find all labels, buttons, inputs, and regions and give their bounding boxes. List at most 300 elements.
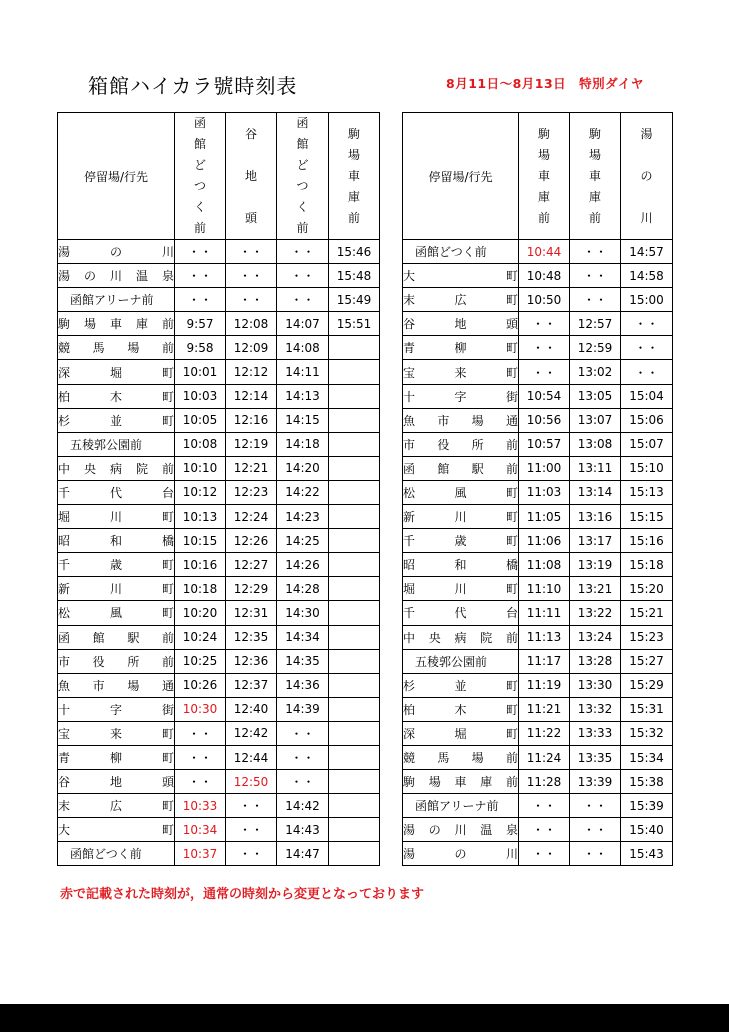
time-cell: ・・ bbox=[519, 842, 570, 866]
time-cell: 11:00 bbox=[519, 456, 570, 480]
table-row bbox=[58, 384, 380, 408]
table-row bbox=[58, 721, 380, 745]
time-cell: 15:32 bbox=[621, 721, 673, 745]
empty-cell bbox=[329, 336, 380, 360]
table-row bbox=[403, 577, 673, 601]
empty-cell bbox=[329, 577, 380, 601]
time-cell: ・・ bbox=[519, 336, 570, 360]
stop-name: 駒場車庫前 bbox=[403, 770, 519, 794]
destination-label: 駒場車庫前 bbox=[589, 126, 602, 225]
empty-cell bbox=[329, 673, 380, 697]
time-cell: 10:26 bbox=[175, 673, 226, 697]
time-cell: ・・ bbox=[175, 288, 226, 312]
destination-header bbox=[519, 113, 570, 240]
destination-header bbox=[175, 113, 226, 240]
stop-name: 大町 bbox=[58, 818, 175, 842]
changed-time-cell: 12:50 bbox=[226, 770, 277, 794]
timetable-right bbox=[402, 112, 673, 866]
stop-name: 深堀町 bbox=[58, 360, 175, 384]
time-cell: 15:43 bbox=[621, 842, 673, 866]
time-cell: 12:14 bbox=[226, 384, 277, 408]
table-row bbox=[58, 360, 380, 384]
time-cell: 13:02 bbox=[570, 360, 621, 384]
time-cell: 11:19 bbox=[519, 673, 570, 697]
destination-header bbox=[621, 113, 673, 240]
time-cell: 10:16 bbox=[175, 553, 226, 577]
time-cell: 12:35 bbox=[226, 625, 277, 649]
empty-cell bbox=[329, 360, 380, 384]
table-row bbox=[58, 529, 380, 553]
stop-name: 競馬場前 bbox=[403, 745, 519, 769]
stop-name: 函館駅前 bbox=[58, 625, 175, 649]
time-cell: 10:48 bbox=[519, 264, 570, 288]
stop-name: 市役所前 bbox=[403, 432, 519, 456]
header-row bbox=[58, 113, 380, 240]
empty-cell bbox=[329, 408, 380, 432]
empty-cell bbox=[329, 480, 380, 504]
time-cell: 13:39 bbox=[570, 770, 621, 794]
time-cell: 15:38 bbox=[621, 770, 673, 794]
time-cell: 14:35 bbox=[277, 649, 329, 673]
destination-header bbox=[277, 113, 329, 240]
time-cell: ・・ bbox=[277, 288, 329, 312]
table-row bbox=[58, 505, 380, 529]
time-cell: 13:14 bbox=[570, 480, 621, 504]
time-cell: ・・ bbox=[519, 312, 570, 336]
empty-cell bbox=[329, 625, 380, 649]
stop-name: 末広町 bbox=[403, 288, 519, 312]
time-cell: 10:57 bbox=[519, 432, 570, 456]
time-cell: ・・ bbox=[277, 770, 329, 794]
time-cell: 15:51 bbox=[329, 312, 380, 336]
time-cell: 10:24 bbox=[175, 625, 226, 649]
time-cell: 10:25 bbox=[175, 649, 226, 673]
time-cell: ・・ bbox=[226, 288, 277, 312]
change-notice: 赤で記載された時刻が，通常の時刻から変更となっております bbox=[60, 887, 425, 902]
time-cell: 12:29 bbox=[226, 577, 277, 601]
table-row bbox=[403, 601, 673, 625]
time-cell: 11:11 bbox=[519, 601, 570, 625]
stop-name: 千代台 bbox=[58, 480, 175, 504]
stop-name: 昭和橋 bbox=[58, 529, 175, 553]
stop-name: 十字街 bbox=[403, 384, 519, 408]
station-header: 停留場/行先 bbox=[58, 113, 175, 240]
table-row bbox=[58, 842, 380, 866]
table-row bbox=[403, 264, 673, 288]
stop-name: 千歳町 bbox=[58, 553, 175, 577]
time-cell: 12:42 bbox=[226, 721, 277, 745]
time-cell: 13:07 bbox=[570, 408, 621, 432]
stop-name: 駒場車庫前 bbox=[58, 312, 175, 336]
empty-cell bbox=[329, 649, 380, 673]
time-cell: 14:42 bbox=[277, 794, 329, 818]
time-cell: 14:25 bbox=[277, 529, 329, 553]
header-row bbox=[403, 113, 673, 240]
time-cell: 10:03 bbox=[175, 384, 226, 408]
time-cell: 13:30 bbox=[570, 673, 621, 697]
stop-name: 柏木町 bbox=[58, 384, 175, 408]
time-cell: 12:37 bbox=[226, 673, 277, 697]
time-cell: 15:31 bbox=[621, 697, 673, 721]
time-cell: 13:35 bbox=[570, 745, 621, 769]
changed-time-cell: 10:34 bbox=[175, 818, 226, 842]
time-cell: 13:19 bbox=[570, 553, 621, 577]
time-cell: 10:12 bbox=[175, 480, 226, 504]
time-cell: 14:18 bbox=[277, 432, 329, 456]
time-cell: 15:07 bbox=[621, 432, 673, 456]
stop-name: 松風町 bbox=[403, 480, 519, 504]
time-cell: 14:15 bbox=[277, 408, 329, 432]
empty-cell bbox=[329, 794, 380, 818]
stop-name: 青柳町 bbox=[403, 336, 519, 360]
table-row bbox=[403, 745, 673, 769]
changed-time-cell: 10:30 bbox=[175, 697, 226, 721]
time-cell: 15:21 bbox=[621, 601, 673, 625]
time-cell: 14:58 bbox=[621, 264, 673, 288]
empty-cell bbox=[329, 721, 380, 745]
special-schedule-label: 8月11日～8月13日 特別ダイヤ bbox=[446, 76, 644, 91]
table-row bbox=[58, 601, 380, 625]
time-cell: 10:20 bbox=[175, 601, 226, 625]
destination-header bbox=[329, 113, 380, 240]
page-title: 箱館ハイカラ號時刻表 bbox=[88, 74, 298, 98]
time-cell: ・・ bbox=[175, 721, 226, 745]
time-cell: 14:13 bbox=[277, 384, 329, 408]
table-row bbox=[58, 240, 380, 264]
stop-name: 湯の川温泉 bbox=[403, 818, 519, 842]
changed-time-cell: 10:44 bbox=[519, 240, 570, 264]
destination-header bbox=[226, 113, 277, 240]
stop-name: 柏木町 bbox=[403, 697, 519, 721]
time-cell: ・・ bbox=[175, 770, 226, 794]
time-cell: 15:10 bbox=[621, 456, 673, 480]
time-cell: ・・ bbox=[570, 288, 621, 312]
table-row bbox=[403, 408, 673, 432]
stop-name: 湯の川 bbox=[403, 842, 519, 866]
time-cell: 13:22 bbox=[570, 601, 621, 625]
time-cell: 12:21 bbox=[226, 456, 277, 480]
time-cell: 14:28 bbox=[277, 577, 329, 601]
table-row bbox=[403, 770, 673, 794]
time-cell: 15:18 bbox=[621, 553, 673, 577]
time-cell: ・・ bbox=[621, 336, 673, 360]
time-cell: 15:34 bbox=[621, 745, 673, 769]
destination-label: 駒場車庫前 bbox=[348, 126, 361, 225]
stop-name: 青柳町 bbox=[58, 745, 175, 769]
empty-cell bbox=[329, 432, 380, 456]
table-row bbox=[58, 577, 380, 601]
time-cell: 14:34 bbox=[277, 625, 329, 649]
stop-name: 五稜郭公園前 bbox=[58, 432, 175, 456]
stop-name: 函館駅前 bbox=[403, 456, 519, 480]
time-cell: 12:36 bbox=[226, 649, 277, 673]
table-row bbox=[403, 384, 673, 408]
footer-bar bbox=[0, 1004, 729, 1032]
destination-label: 函館どつく前 bbox=[296, 116, 309, 235]
time-cell: 15:48 bbox=[329, 264, 380, 288]
time-cell: ・・ bbox=[519, 818, 570, 842]
time-cell: ・・ bbox=[570, 794, 621, 818]
time-cell: 11:03 bbox=[519, 480, 570, 504]
stop-name: 中央病院前 bbox=[403, 625, 519, 649]
time-cell: 15:23 bbox=[621, 625, 673, 649]
time-cell: 11:06 bbox=[519, 529, 570, 553]
stop-name: 競馬場前 bbox=[58, 336, 175, 360]
time-cell: 12:12 bbox=[226, 360, 277, 384]
stop-name: 函館どつく前 bbox=[403, 240, 519, 264]
time-cell: 15:04 bbox=[621, 384, 673, 408]
time-cell: 14:08 bbox=[277, 336, 329, 360]
time-cell: 13:21 bbox=[570, 577, 621, 601]
time-cell: ・・ bbox=[621, 360, 673, 384]
time-cell: ・・ bbox=[570, 842, 621, 866]
time-cell: 11:22 bbox=[519, 721, 570, 745]
time-cell: ・・ bbox=[226, 240, 277, 264]
table-row bbox=[58, 264, 380, 288]
time-cell: 14:57 bbox=[621, 240, 673, 264]
time-cell: 12:26 bbox=[226, 529, 277, 553]
changed-time-cell: 10:37 bbox=[175, 842, 226, 866]
table-row bbox=[58, 456, 380, 480]
time-cell: 15:40 bbox=[621, 818, 673, 842]
stop-name: 魚市場通 bbox=[403, 408, 519, 432]
time-cell: 11:24 bbox=[519, 745, 570, 769]
empty-cell bbox=[329, 842, 380, 866]
time-cell: 14:30 bbox=[277, 601, 329, 625]
stop-name: 新川町 bbox=[58, 577, 175, 601]
table-row bbox=[403, 794, 673, 818]
time-cell: ・・ bbox=[226, 818, 277, 842]
time-cell: 10:01 bbox=[175, 360, 226, 384]
time-cell: 12:27 bbox=[226, 553, 277, 577]
time-cell: 11:21 bbox=[519, 697, 570, 721]
empty-cell bbox=[329, 770, 380, 794]
time-cell: 14:36 bbox=[277, 673, 329, 697]
time-cell: 12:57 bbox=[570, 312, 621, 336]
time-cell: 14:11 bbox=[277, 360, 329, 384]
time-cell: 13:17 bbox=[570, 529, 621, 553]
stop-name: 湯の川温泉 bbox=[58, 264, 175, 288]
time-cell: 10:54 bbox=[519, 384, 570, 408]
time-cell: ・・ bbox=[570, 264, 621, 288]
time-cell: 13:16 bbox=[570, 505, 621, 529]
table-row bbox=[58, 553, 380, 577]
time-cell: ・・ bbox=[175, 240, 226, 264]
table-row bbox=[58, 818, 380, 842]
stop-name: 千代台 bbox=[403, 601, 519, 625]
table-row bbox=[58, 288, 380, 312]
empty-cell bbox=[329, 505, 380, 529]
table-row bbox=[403, 312, 673, 336]
table-row bbox=[58, 770, 380, 794]
time-cell: 11:28 bbox=[519, 770, 570, 794]
time-cell: 14:07 bbox=[277, 312, 329, 336]
time-cell: 15:46 bbox=[329, 240, 380, 264]
stop-name: 宝来町 bbox=[58, 721, 175, 745]
time-cell: ・・ bbox=[175, 264, 226, 288]
time-cell: 9:57 bbox=[175, 312, 226, 336]
time-cell: 12:23 bbox=[226, 480, 277, 504]
table-row bbox=[403, 336, 673, 360]
time-cell: ・・ bbox=[226, 264, 277, 288]
time-cell: 13:33 bbox=[570, 721, 621, 745]
empty-cell bbox=[329, 818, 380, 842]
stop-name: 宝来町 bbox=[403, 360, 519, 384]
table-row bbox=[58, 432, 380, 456]
table-row bbox=[403, 288, 673, 312]
table-row bbox=[58, 673, 380, 697]
time-cell: 10:05 bbox=[175, 408, 226, 432]
stop-name: 十字街 bbox=[58, 697, 175, 721]
time-cell: 12:16 bbox=[226, 408, 277, 432]
time-cell: 11:17 bbox=[519, 649, 570, 673]
time-cell: 15:20 bbox=[621, 577, 673, 601]
table-row bbox=[58, 745, 380, 769]
time-cell: ・・ bbox=[570, 818, 621, 842]
stop-name: 堀川町 bbox=[58, 505, 175, 529]
time-cell: 10:10 bbox=[175, 456, 226, 480]
table-row bbox=[403, 697, 673, 721]
stop-name: 函館アリーナ前 bbox=[58, 288, 175, 312]
stop-name: 末広町 bbox=[58, 794, 175, 818]
stop-name: 松風町 bbox=[58, 601, 175, 625]
time-cell: ・・ bbox=[519, 360, 570, 384]
time-cell: 12:40 bbox=[226, 697, 277, 721]
time-cell: 10:18 bbox=[175, 577, 226, 601]
stop-name: 中央病院前 bbox=[58, 456, 175, 480]
empty-cell bbox=[329, 697, 380, 721]
empty-cell bbox=[329, 601, 380, 625]
table-row bbox=[58, 408, 380, 432]
destination-label: 谷地頭 bbox=[245, 127, 258, 225]
table-row bbox=[403, 625, 673, 649]
table-row bbox=[58, 649, 380, 673]
table-row bbox=[58, 480, 380, 504]
time-cell: 14:20 bbox=[277, 456, 329, 480]
empty-cell bbox=[329, 553, 380, 577]
time-cell: 12:59 bbox=[570, 336, 621, 360]
time-cell: 12:44 bbox=[226, 745, 277, 769]
time-cell: 10:56 bbox=[519, 408, 570, 432]
time-cell: 15:16 bbox=[621, 529, 673, 553]
table-row bbox=[403, 649, 673, 673]
time-cell: 14:22 bbox=[277, 480, 329, 504]
time-cell: 15:13 bbox=[621, 480, 673, 504]
stop-name: 杉並町 bbox=[58, 408, 175, 432]
time-cell: 15:06 bbox=[621, 408, 673, 432]
empty-cell bbox=[329, 384, 380, 408]
table-row bbox=[58, 794, 380, 818]
time-cell: 14:26 bbox=[277, 553, 329, 577]
stop-name: 昭和橋 bbox=[403, 553, 519, 577]
destination-label: 湯の川 bbox=[640, 127, 653, 225]
time-cell: 13:28 bbox=[570, 649, 621, 673]
changed-time-cell: 10:33 bbox=[175, 794, 226, 818]
empty-cell bbox=[329, 456, 380, 480]
stop-name: 谷地頭 bbox=[403, 312, 519, 336]
time-cell: ・・ bbox=[519, 794, 570, 818]
time-cell: ・・ bbox=[621, 312, 673, 336]
table-row bbox=[403, 480, 673, 504]
time-cell: 11:10 bbox=[519, 577, 570, 601]
table-row bbox=[58, 697, 380, 721]
stop-name: 函館アリーナ前 bbox=[403, 794, 519, 818]
stop-name: 函館どつく前 bbox=[58, 842, 175, 866]
time-cell: 13:08 bbox=[570, 432, 621, 456]
stop-name: 堀川町 bbox=[403, 577, 519, 601]
time-cell: 14:39 bbox=[277, 697, 329, 721]
empty-cell bbox=[329, 529, 380, 553]
stop-name: 新川町 bbox=[403, 505, 519, 529]
destination-label: 駒場車庫前 bbox=[538, 126, 551, 225]
time-cell: ・・ bbox=[226, 794, 277, 818]
stop-name: 大町 bbox=[403, 264, 519, 288]
time-cell: ・・ bbox=[570, 240, 621, 264]
time-cell: 10:13 bbox=[175, 505, 226, 529]
time-cell: ・・ bbox=[277, 721, 329, 745]
stop-name: 湯の川 bbox=[58, 240, 175, 264]
table-row bbox=[403, 360, 673, 384]
stop-name: 千歳町 bbox=[403, 529, 519, 553]
stop-name: 市役所前 bbox=[58, 649, 175, 673]
time-cell: 15:29 bbox=[621, 673, 673, 697]
table-row bbox=[403, 721, 673, 745]
stop-name: 深堀町 bbox=[403, 721, 519, 745]
table-row bbox=[403, 553, 673, 577]
table-row bbox=[403, 673, 673, 697]
time-cell: 11:05 bbox=[519, 505, 570, 529]
destination-header bbox=[570, 113, 621, 240]
time-cell: 13:05 bbox=[570, 384, 621, 408]
stop-name: 五稜郭公園前 bbox=[403, 649, 519, 673]
time-cell: 13:32 bbox=[570, 697, 621, 721]
table-row bbox=[58, 312, 380, 336]
table-row bbox=[403, 240, 673, 264]
time-cell: 12:08 bbox=[226, 312, 277, 336]
time-cell: 14:23 bbox=[277, 505, 329, 529]
time-cell: 10:15 bbox=[175, 529, 226, 553]
empty-cell bbox=[329, 745, 380, 769]
time-cell: 12:24 bbox=[226, 505, 277, 529]
time-cell: ・・ bbox=[277, 264, 329, 288]
destination-label: 函館どつく前 bbox=[194, 116, 207, 235]
table-row bbox=[403, 842, 673, 866]
time-cell: 13:24 bbox=[570, 625, 621, 649]
table-row bbox=[403, 432, 673, 456]
table-row bbox=[403, 529, 673, 553]
time-cell: 14:43 bbox=[277, 818, 329, 842]
table-row bbox=[58, 336, 380, 360]
time-cell: ・・ bbox=[226, 842, 277, 866]
time-cell: ・・ bbox=[277, 745, 329, 769]
time-cell: ・・ bbox=[277, 240, 329, 264]
time-cell: 11:13 bbox=[519, 625, 570, 649]
time-cell: 15:00 bbox=[621, 288, 673, 312]
table-row bbox=[403, 818, 673, 842]
stop-name: 谷地頭 bbox=[58, 770, 175, 794]
stop-name: 杉並町 bbox=[403, 673, 519, 697]
timetable-left bbox=[57, 112, 380, 866]
time-cell: 14:47 bbox=[277, 842, 329, 866]
stop-name: 魚市場通 bbox=[58, 673, 175, 697]
station-header: 停留場/行先 bbox=[403, 113, 519, 240]
time-cell: 12:09 bbox=[226, 336, 277, 360]
time-cell: 15:27 bbox=[621, 649, 673, 673]
time-cell: 12:31 bbox=[226, 601, 277, 625]
time-cell: 12:19 bbox=[226, 432, 277, 456]
table-row bbox=[58, 625, 380, 649]
time-cell: 15:39 bbox=[621, 794, 673, 818]
